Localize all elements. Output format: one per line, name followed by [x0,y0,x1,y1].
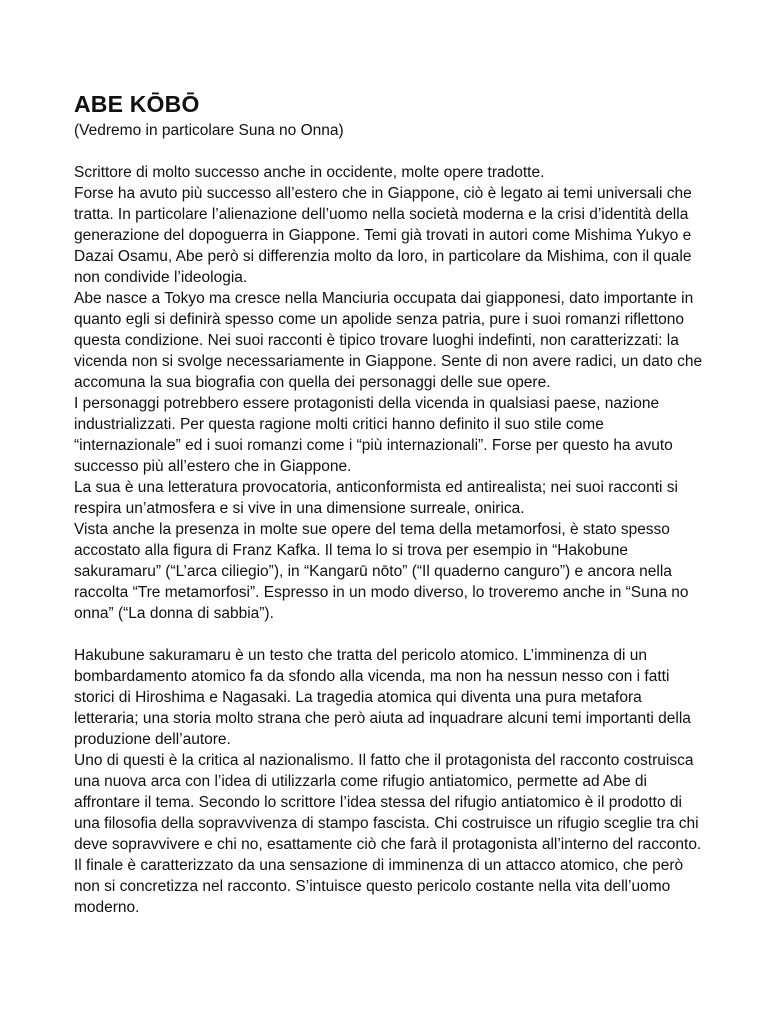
spacer [74,141,704,162]
paragraph: La sua è una letteratura provocatoria, anticonformista ed antirealista; nei suoi racconti si respira un’atmosfera e si vive in una dimensione surreale, onirica. [74,479,678,517]
paragraph: I personaggi potrebbero essere protagonisti della vicenda in qualsiasi paese, nazione industrializzati. Per questa ragione molti critici hanno definito il suo stile come “internazionale” ed i suoi romanzi come i “più internazionali”. Forse per questo ha avuto successo più all’estero che in Giappone. [74,395,673,475]
page-title: ABE KŌBŌ [74,91,200,117]
paragraph: Scrittore di molto successo anche in occidente, molte opere tradotte. [74,164,545,181]
paragraph: Forse ha avuto più successo all’estero che in Giappone, ciò è legato ai temi universali che tratta. In particolare l’alienazione dell’uomo nella società moderna e la crisi d’identità della generazione del dopoguerra in Giappone. Temi già trovati in autori come Mishima Yukyo e Dazai Osamu, Abe però si differenzia molto da loro, in particolare da Mishima, con il quale non condivide l’ideologia. [74,185,692,286]
paragraph: Abe nasce a Tokyo ma cresce nella Manciuria occupata dai giapponesi, dato importante in quanto egli si definirà spesso come un apolide senza patria, pure i suoi romanzi riflettono questa condizione. Nei suoi racconti è tipico trovare luoghi indefinti, non caratterizzati: la vicenda non si svolge necessariamente in Giappone. Sente di non avere radici, un dato che accomuna la sua biografia con quella dei personaggi delle sue opere. [74,290,703,391]
page-subtitle: (Vedremo in particolare Suna no Onna) [74,122,344,139]
document-page [74,88,704,918]
spacer [74,624,704,645]
paragraph: Hakubune sakuramaru è un testo che tratta del pericolo atomico. L’imminenza di un bombardamento atomico fa da sfondo alla vicenda, ma non ha nessun nesso con i fatti storici di Hiroshima e Nagasaki. La tragedia atomica qui diventa una pura metafora letteraria; una storia molto strana che però aiuta ad inquadrare alcuni temi importanti della produzione dell’autore. [74,647,691,748]
paragraph: Vista anche la presenza in molte sue opere del tema della metamorfosi, è stato spesso accostato alla figura di Franz Kafka. Il tema lo si trova per esempio in “Hakobune sakuramaru” (“L’arca ciliegio”), in “Kangarū nōto” (“Il quaderno canguro”) e ancora nella raccolta “Tre metamorfosi”. Espresso in un modo diverso, lo troveremo anche in “Suna no onna” (“La donna di sabbia”). [74,521,689,622]
paragraph: Uno di questi è la critica al nazionalismo. Il fatto che il protagonista del racconto costruisca una nuova arca con l’idea di utilizzarla come rifugio antiatomico, permette ad Abe di affrontare il tema. Secondo lo scrittore l’idea stessa del rifugio antiatomico è il prodotto di una filosofia della sopravvivenza di stampo fascista. Chi costruisce un rifugio sceglie tra chi deve sopravvivere e chi no, esattamente ciò che farà il protagonista all’interno del racconto. Il finale è caratterizzato da una sensazione di imminenza di un attacco atomico, che però non si concretizza nel racconto. S’intuisce questo pericolo costante nella vita dell’uomo moderno. [74,752,702,916]
